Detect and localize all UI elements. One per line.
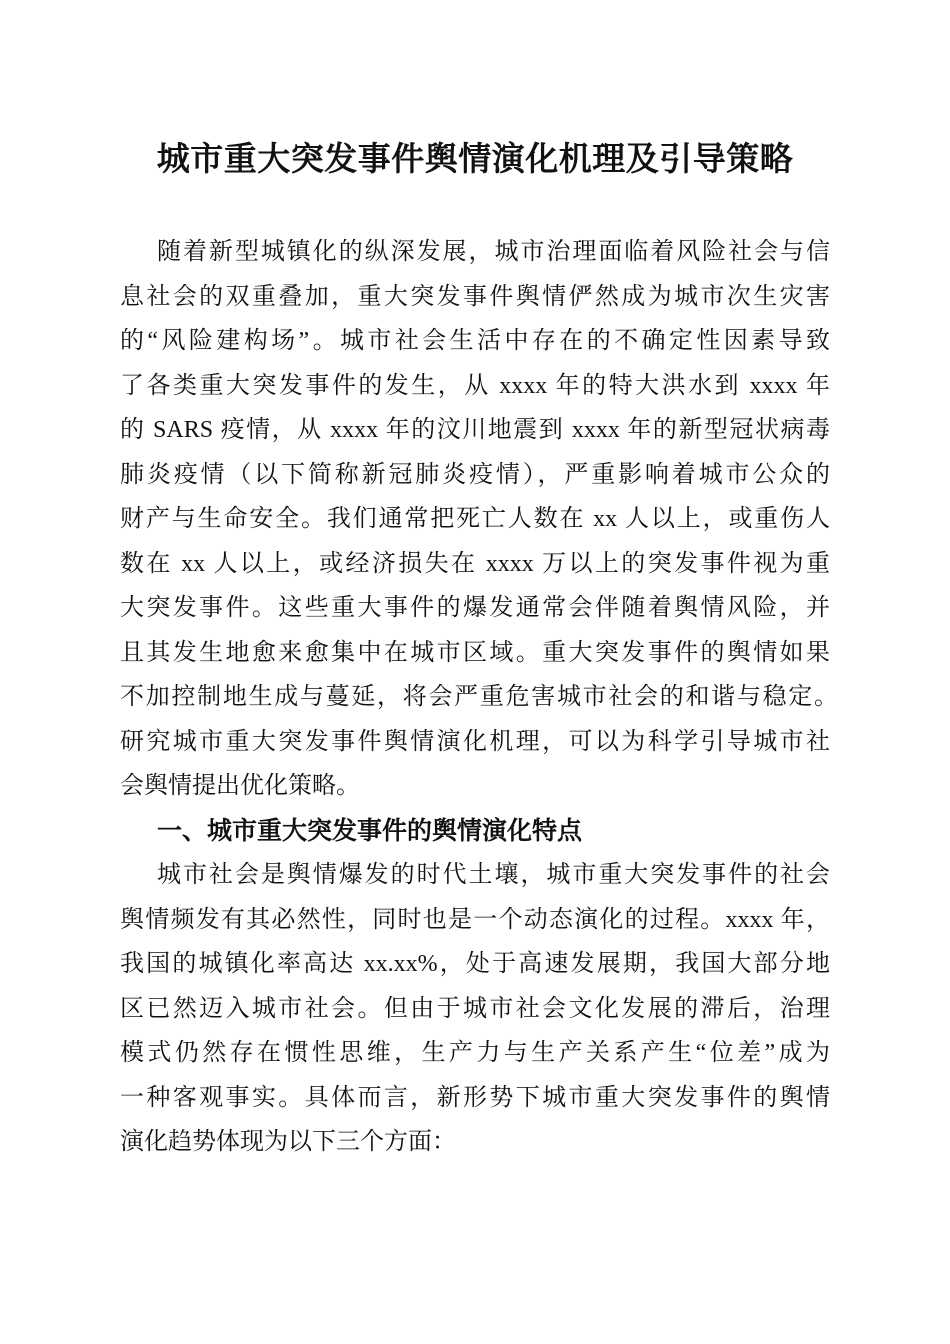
paragraph-line: 模式仍然存在惯性思维，生产力与生产关系产生“位差”成为	[120, 1040, 830, 1066]
paragraph-line: 研究城市重大突发事件舆情演化机理，可以为科学引导城市社	[120, 728, 830, 755]
paragraph-line: 我国的城镇化率高达 xx.xx%，处于高速发展期，我国大部分地	[120, 951, 830, 977]
paragraph-line: 大突发事件。这些重大事件的爆发通常会伴随着舆情风险，并	[120, 595, 830, 621]
paragraph-line: 数在 xx 人以上，或经济损失在 xxxx 万以上的突发事件视为重	[120, 550, 830, 577]
paragraph-line: 了各类重大突发事件的发生，从 xxxx 年的特大洪水到 xxxx 年	[120, 372, 830, 399]
paragraph-line: 区已然迈入城市社会。但由于城市社会文化发展的滞后，治理	[120, 995, 830, 1022]
paragraph-line: 且其发生地愈来愈集中在城市区域。重大突发事件的舆情如果	[120, 639, 830, 666]
paragraph-line: 会舆情提出优化策略。	[120, 773, 360, 799]
document-body	[120, 230, 838, 1165]
paragraph-line: 财产与生命安全。我们通常把死亡人数在 xx 人以上，或重伤人	[120, 506, 830, 532]
document-title: 城市重大突发事件舆情演化机理及引导策略	[156, 142, 794, 178]
paragraph-line: 演化趋势体现为以下三个方面：	[120, 1129, 456, 1155]
paragraph-line: 的“风险建构场”。城市社会生活中存在的不确定性因素导致	[120, 328, 830, 354]
section-heading: 一、城市重大突发事件的舆情演化特点	[157, 816, 583, 845]
intro-paragraph	[120, 230, 838, 809]
paragraph-line: 城市社会是舆情爆发的时代土壤，城市重大突发事件的社会	[157, 862, 830, 888]
paragraph-line: 息社会的双重叠加，重大突发事件舆情俨然成为城市次生灾害	[120, 283, 830, 310]
paragraph-line: 肺炎疫情（以下简称新冠肺炎疫情），严重影响着城市公众的	[120, 461, 830, 488]
paragraph-line: 一种客观事实。具体而言，新形势下城市重大突发事件的舆情	[120, 1084, 830, 1111]
paragraph-line: 舆情频发有其必然性，同时也是一个动态演化的过程。xxxx 年，	[120, 906, 830, 933]
section-1-paragraph	[120, 853, 838, 1165]
paragraph-line: 不加控制地生成与蔓延，将会严重危害城市社会的和谐与稳定。	[120, 684, 838, 710]
paragraph-line: 随着新型城镇化的纵深发展，城市治理面临着风险社会与信	[157, 239, 830, 265]
paragraph-line: 的 SARS 疫情，从 xxxx 年的汶川地震到 xxxx 年的新型冠状病毒	[120, 417, 830, 443]
